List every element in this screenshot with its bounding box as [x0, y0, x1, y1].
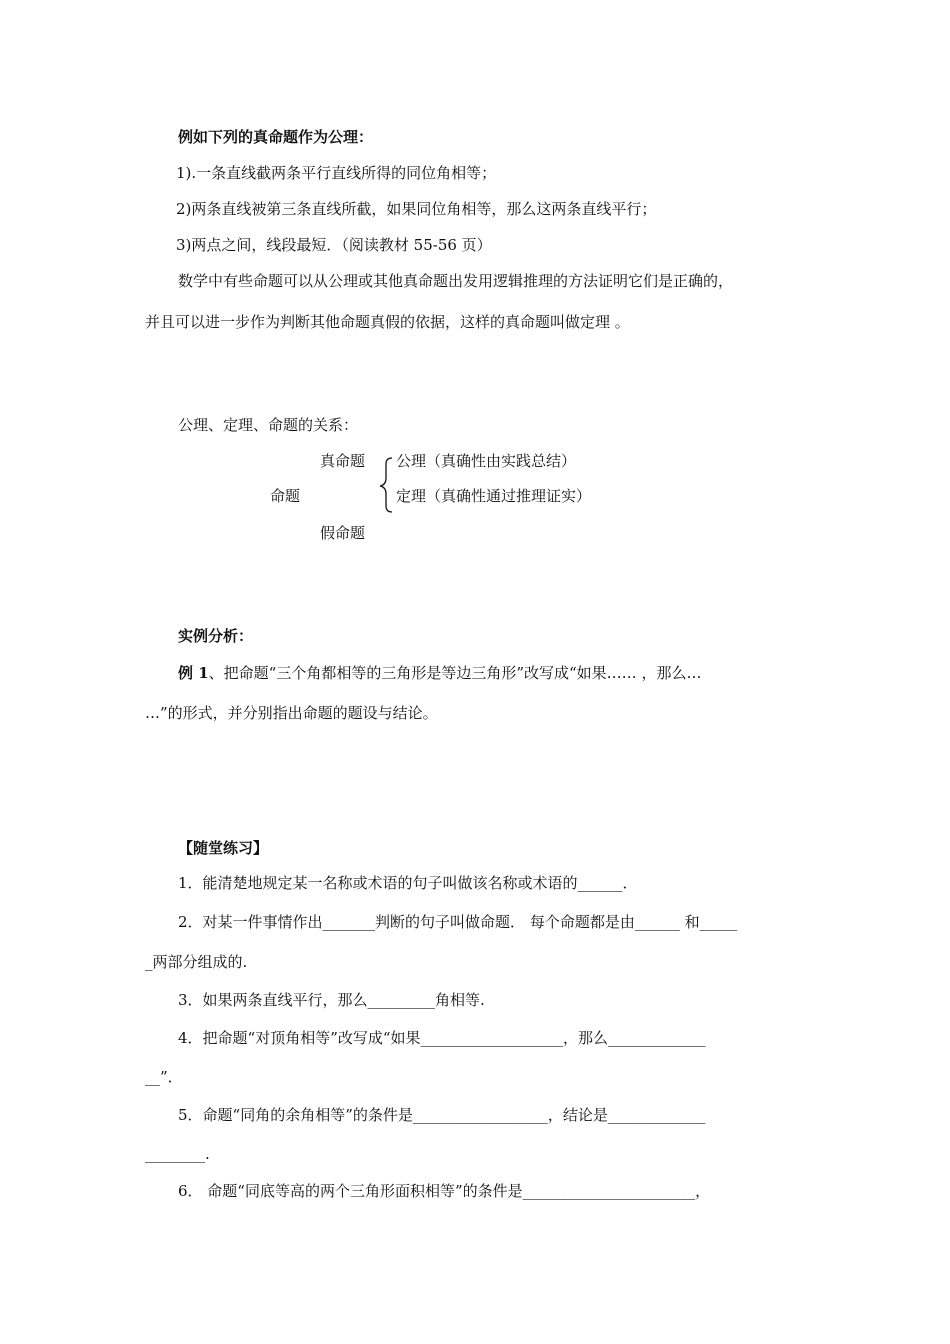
example-1-line-1	[178, 663, 701, 683]
practice-q1: 1．能清楚地规定某一名称或术语的句子叫做该名称或术语的______．	[178, 874, 638, 892]
practice-heading: 【随堂练习】	[178, 839, 269, 857]
practice-q6: 6． 命题“同底等高的两个三角形面积相等”的条件是_______________________，	[178, 1182, 711, 1200]
practice-q2-line-1: 2．对某一件事情作出_______判断的句子叫做命题． 每个命题都是由______ 和_____	[178, 913, 738, 931]
true-proposition-label: 真命题	[320, 452, 366, 470]
axiom-1: 1).一条直线截两条平行直线所得的同位角相等；	[176, 164, 497, 182]
example-1-line-2: …”的形式，并分别指出命题的题设与结论。	[145, 704, 438, 722]
axiom-3: 3)两点之间，线段最短．（阅读教材 55-56 页）	[176, 236, 492, 254]
practice-q2-line-2: _两部分组成的.	[145, 953, 248, 971]
proposition-label: 命题	[270, 487, 301, 505]
axiom-2: 2)两条直线被第三条直线所截，如果同位角相等，那么这两条直线平行；	[176, 200, 657, 218]
false-proposition-label: 假命题	[320, 524, 366, 542]
practice-q5-line-2: ________.	[145, 1145, 210, 1163]
practice-q3: 3．如果两条直线平行，那么_________角相等.	[178, 991, 485, 1009]
practice-q4-line-2: __”．	[145, 1068, 183, 1086]
relation-heading: 公理、定理、命题的关系：	[178, 416, 359, 434]
practice-q5-line-1: 5．命题“同角的余角相等”的条件是__________________，结论是_____________	[178, 1106, 706, 1124]
theorem-paragraph-line-1: 数学中有些命题可以从公理或其他真命题出发用逻辑推理的方法证明它们是正确的，	[178, 272, 734, 290]
theorem-paragraph-line-2: 并且可以进一步作为判断其他命题真假的依据，这样的真命题叫做定理 。	[145, 313, 630, 331]
example-1-label: 例 1	[178, 664, 209, 682]
intro-heading: 例如下列的真命题作为公理：	[178, 128, 374, 146]
theorem-branch-label: 定理（真确性通过推理证实）	[396, 487, 592, 505]
example-1-text: 、把命题“三个角都相等的三角形是等边三角形”改写成“如果…… ，那么…	[208, 664, 702, 682]
axiom-branch-label: 公理（真确性由实践总结）	[396, 452, 577, 470]
practice-q4-line-1: 4．把命题“对顶角相等”改写成“如果___________________，那么_____________	[178, 1029, 706, 1047]
example-heading: 实例分析：	[178, 627, 254, 645]
